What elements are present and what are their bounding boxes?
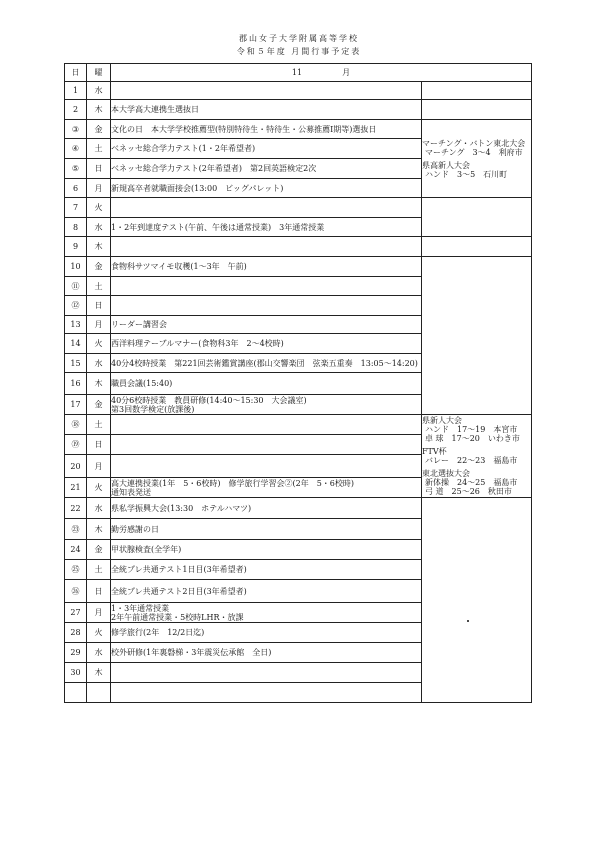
event-cell xyxy=(111,395,422,415)
day-number: ⑲ xyxy=(65,435,87,455)
schedule-row xyxy=(65,82,532,100)
weekday: 日 xyxy=(87,435,111,455)
day-number: 1 xyxy=(65,82,87,100)
weekday: 木 xyxy=(87,373,111,395)
event-text: 校外研修(1年裏磐梯・3年震災伝承館 全日) xyxy=(111,648,272,657)
event-cell xyxy=(111,100,422,120)
event-text: 全統プレ共通テスト1日目(3年希望者) xyxy=(111,565,247,574)
event-cell xyxy=(111,478,422,498)
event-text: 第3回数学検定(放課後) xyxy=(111,404,195,414)
day-number: 16 xyxy=(65,373,87,395)
event-cell xyxy=(111,159,422,179)
weekday: 水 xyxy=(87,354,111,373)
note-line: バレー 22～23 福島市 xyxy=(425,456,518,465)
day-number: 17 xyxy=(65,395,87,415)
weekday: 月 xyxy=(87,179,111,198)
schedule-row xyxy=(65,257,532,277)
schedule-row xyxy=(65,198,532,218)
day-number: ㉓ xyxy=(65,519,87,540)
school-name: 郡山女子大学附属高等学校 xyxy=(239,34,359,43)
weekday: 土 xyxy=(87,415,111,435)
weekday: 木 xyxy=(87,237,111,257)
weekday: 金 xyxy=(87,540,111,560)
event-text: 食物科サツマイモ収穫(1～3年 午前) xyxy=(111,262,247,271)
event-text: 甲状腺検査(全学年) xyxy=(111,545,182,554)
event-cell xyxy=(111,415,422,435)
event-cell xyxy=(111,354,422,373)
schedule-row xyxy=(65,237,532,257)
day-number: 7 xyxy=(65,198,87,218)
weekday: 月 xyxy=(87,455,111,478)
event-cell xyxy=(111,519,422,540)
event-text: 本大学高大連携生選抜日 xyxy=(111,105,199,114)
day-number: 24 xyxy=(65,540,87,560)
note-line: 弓 道 25～26 秋田市 xyxy=(425,487,512,496)
event-cell xyxy=(111,296,422,316)
day-number: 29 xyxy=(65,643,87,663)
note-line: 卓 球 17～20 いわき市 xyxy=(425,434,520,443)
day-number: 27 xyxy=(65,603,87,623)
weekday: 金 xyxy=(87,395,111,415)
day-number: ⑫ xyxy=(65,296,87,316)
event-text: リーダー講習会 xyxy=(111,320,167,329)
day-number: 14 xyxy=(65,334,87,354)
event-text: 1・2年到達度テスト(午前、午後は通常授業) 3年通常授業 xyxy=(111,222,325,232)
day-number: 21 xyxy=(65,478,87,498)
day-number: 2 xyxy=(65,100,87,120)
stray-dot xyxy=(467,620,469,622)
table-header-row xyxy=(65,64,532,82)
weekday: 日 xyxy=(87,159,111,179)
event-cell xyxy=(111,257,422,277)
weekday: 日 xyxy=(87,296,111,316)
event-text: 新規高卒者就職面接会(13:00 ビッグパレット) xyxy=(111,183,284,193)
event-cell xyxy=(111,683,422,703)
event-text: 高大連携授業(1年 5・6校時) 修学旅行学習会②(2年 5・6校時) xyxy=(111,478,355,488)
day-number: 22 xyxy=(65,498,87,519)
weekday: 木 xyxy=(87,100,111,120)
day-number: ③ xyxy=(65,120,87,139)
event-text: ベネッセ総合学力テスト(1・2年希望者) xyxy=(111,144,256,153)
weekday: 金 xyxy=(87,120,111,139)
event-text: 県私学振興大会(13:30 ホテルハマツ) xyxy=(111,503,252,513)
header-month xyxy=(111,64,532,82)
day-number: ⑤ xyxy=(65,159,87,179)
notes-empty-cell xyxy=(422,498,532,703)
weekday: 木 xyxy=(87,663,111,683)
day-number xyxy=(65,683,87,703)
event-cell xyxy=(111,179,422,198)
day-number: 15 xyxy=(65,354,87,373)
note-line: ハンド 17～19 本宮市 xyxy=(425,425,518,434)
notes-empty-cell xyxy=(422,82,532,100)
schedule-row xyxy=(65,415,532,435)
event-cell xyxy=(111,580,422,603)
weekday: 月 xyxy=(87,603,111,623)
weekday: 日 xyxy=(87,580,111,603)
notes-empty-cell xyxy=(422,198,532,237)
schedule-row xyxy=(65,120,532,139)
notes-empty-cell xyxy=(422,257,532,415)
day-number: ⑪ xyxy=(65,277,87,296)
event-text: 全統プレ共通テスト2日目(3年希望者) xyxy=(111,586,247,596)
event-cell xyxy=(111,316,422,334)
note-line: 新体操 24～25 福島市 xyxy=(425,478,518,487)
event-text: 職員会議(15:40) xyxy=(111,379,173,388)
event-text: 2年午前通常授業・5校時LHR・放課 xyxy=(111,612,244,622)
event-cell xyxy=(111,498,422,519)
schedule-row xyxy=(65,498,532,519)
event-cell xyxy=(111,198,422,218)
event-cell xyxy=(111,435,422,455)
notes-empty-cell xyxy=(422,100,532,120)
month-label: 月 xyxy=(342,68,351,77)
event-text: 1・3年通常授業 xyxy=(111,603,170,613)
event-cell xyxy=(111,218,422,237)
event-cell xyxy=(111,373,422,395)
weekday: 金 xyxy=(87,257,111,277)
weekday: 土 xyxy=(87,560,111,580)
schedule-row xyxy=(65,100,532,120)
weekday: 月 xyxy=(87,316,111,334)
note-line: マーチング 3～4 利府市 xyxy=(425,147,523,157)
event-text: 勤労感謝の日 xyxy=(111,524,159,534)
weekday: 水 xyxy=(87,218,111,237)
event-cell xyxy=(111,643,422,663)
event-cell xyxy=(111,82,422,100)
weekday: 火 xyxy=(87,334,111,354)
event-cell xyxy=(111,139,422,159)
event-cell xyxy=(111,237,422,257)
weekday: 土 xyxy=(87,277,111,296)
event-cell xyxy=(111,334,422,354)
header-weekday: 曜 xyxy=(87,64,111,82)
document-subtitle: 令和５年度 月間行事予定表 xyxy=(236,47,362,56)
note-line: 県新人大会 xyxy=(422,416,462,425)
day-number: ⑱ xyxy=(65,415,87,435)
month-number: 11 xyxy=(291,68,303,77)
schedule-table xyxy=(64,63,532,703)
note-line: マーチング・バトン東北大会 xyxy=(422,138,526,148)
event-cell xyxy=(111,455,422,478)
day-number: ㉕ xyxy=(65,560,87,580)
weekday: 火 xyxy=(87,478,111,498)
day-number: 13 xyxy=(65,316,87,334)
weekday: 火 xyxy=(87,623,111,643)
weekday: 水 xyxy=(87,498,111,519)
weekday: 木 xyxy=(87,519,111,540)
event-text: 修学旅行(2年 12/2日迄) xyxy=(111,628,205,637)
event-text: ベネッセ総合学力テスト(2年希望者) 第2回英語検定2次 xyxy=(111,164,317,173)
event-cell xyxy=(111,277,422,296)
weekday: 水 xyxy=(87,82,111,100)
day-number: 8 xyxy=(65,218,87,237)
event-cell xyxy=(111,663,422,683)
day-number: ④ xyxy=(65,139,87,159)
note-line: ハンド 3～5 石川町 xyxy=(425,169,508,179)
header-day: 日 xyxy=(65,64,87,82)
event-text: 西洋料理テーブルマナー(食物科3年 2～4校時) xyxy=(111,339,284,348)
day-number: 9 xyxy=(65,237,87,257)
weekday xyxy=(87,683,111,703)
note-line: 東北選抜大会 xyxy=(422,469,470,478)
event-text: 40分6校時授業 教員研修(14:40～15:30 大会議室) xyxy=(111,395,307,405)
weekday: 水 xyxy=(87,643,111,663)
event-text: 文化の日 本大学学校推薦型(特別特待生・特待生・公募推薦Ⅰ期等)選抜日 xyxy=(111,124,377,134)
event-cell xyxy=(111,120,422,139)
event-cell xyxy=(111,540,422,560)
event-cell xyxy=(111,603,422,623)
weekday: 土 xyxy=(87,139,111,159)
note-line: 県高新人大会 xyxy=(422,160,470,170)
notes-cell xyxy=(422,120,532,198)
day-number: ㉖ xyxy=(65,580,87,603)
day-number: 30 xyxy=(65,663,87,683)
notes-cell xyxy=(422,415,532,498)
day-number: 10 xyxy=(65,257,87,277)
day-number: 28 xyxy=(65,623,87,643)
event-cell xyxy=(111,623,422,643)
event-text: 40分4校時授業 第221回芸術鑑賞講座(郡山交響楽団 弦楽五重奏 13:05～14:20) xyxy=(111,358,418,368)
note-line: FTV杯 xyxy=(422,447,447,456)
day-number: 6 xyxy=(65,179,87,198)
event-text: 通知表発送 xyxy=(111,487,151,497)
event-cell xyxy=(111,560,422,580)
weekday: 火 xyxy=(87,198,111,218)
day-number: 20 xyxy=(65,455,87,478)
